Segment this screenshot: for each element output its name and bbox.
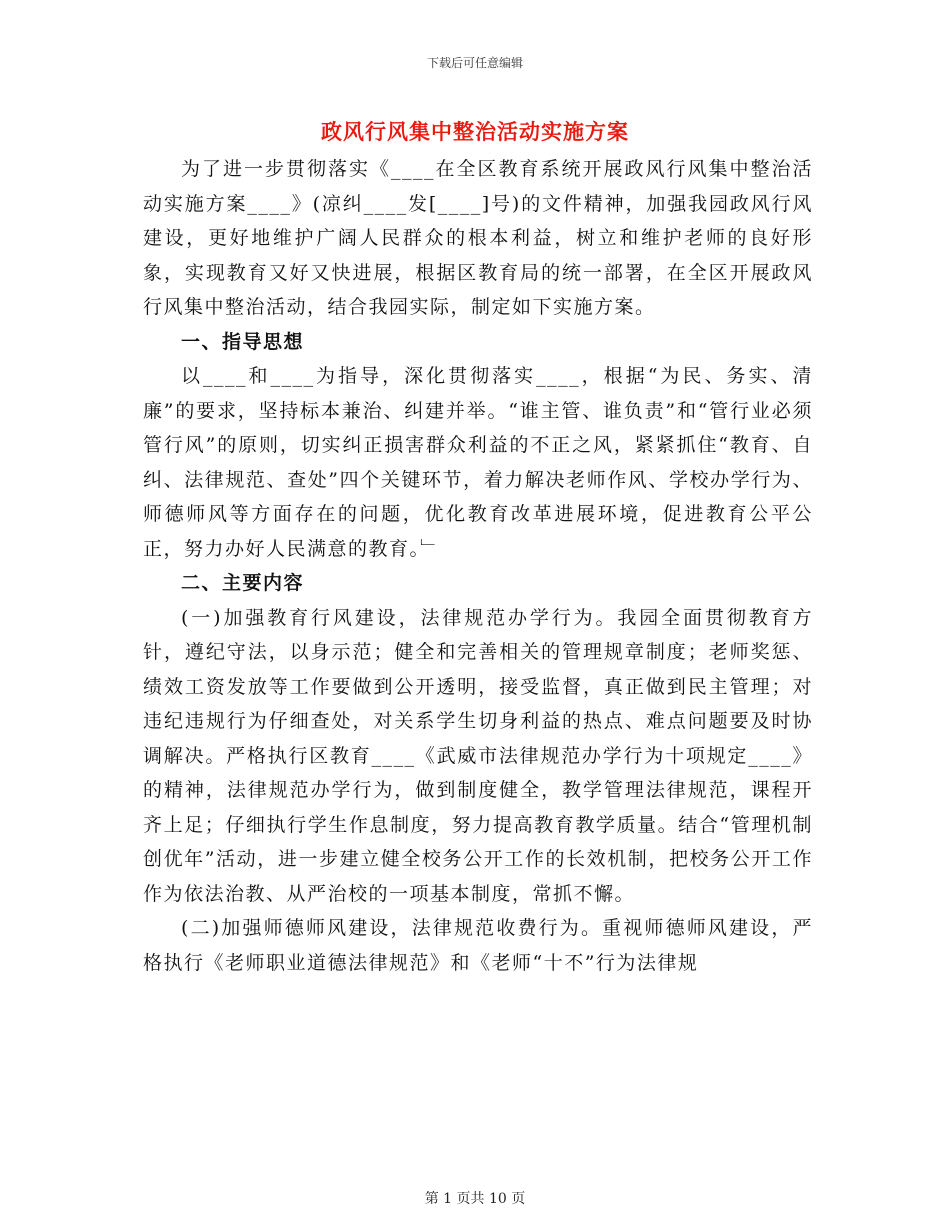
page-header-note: 下载后可任意编辑 (426, 56, 523, 70)
guiding-ideology-paragraph: 以____和____为指导，深化贯彻落实____，根据“为民、务实、清廉”的要求，坚持标本兼治、纠建并举。“谁主管、谁负责”和“管行业必须管行风”的原则，切实纠正损害群众利益的不正之风，紧紧抓住“教育、自纠、法律规范、查处”四个关键环节，着力解决老师作风、学校办学行为、师德师风等方面存在的问题，优化教育改革进展环境，促进教育公平公正，努力办好人民满意的教育。﹂ (143, 365, 813, 560)
document-body (143, 152, 813, 980)
document-title: 政风行风集中整治活动实施方案 (321, 119, 629, 144)
main-content-paragraph-1: (一)加强教育行风建设，法律规范办学行为。我园全面贯彻教育方针，遵纪守法，以身示范；健全和完善相关的管理规章制度；老师奖惩、绩效工资发放等工作要做到公开透明，接受监督，真正做到民主管理；对违纪违规行为仔细查处，对关系学生切身利益的热点、难点问题要及时协调解决。严格执行区教育____《武威市法律规范办学行为十项规定____》的精神，法律规范办学行为，做到制度健全，教学管理法律规范，课程开齐上足；仔细执行学生作息制度，努力提高教育教学质量。结合“管理机制创优年”活动，进一步建立健全校务公开工作的长效机制，把校务公开工作作为依法治教、从严治校的一项基本制度，常抓不懈。 (143, 606, 813, 905)
section-heading-main-content: 二、主要内容 (181, 572, 305, 594)
section-heading-guiding-ideology: 一、指导思想 (181, 330, 305, 353)
intro-paragraph: 为了进一步贯彻落实《____在全区教育系统开展政风行风集中整治活动实施方案____》(凉纠____发[____]号)的文件精神，加强我园政风行风建设，更好地维护广阔人民群众的根本利益，树立和维护老师的良好形象，实现教育又好又快进展，根据区教育局的统一部署，在全区开展政风行风集中整治活动，结合我园实际，制定如下实施方案。 (143, 158, 813, 318)
main-content-paragraph-2: (二)加强师德师风建设，法律规范收费行为。重视师德师风建设，严格执行《老师职业道德法律规范》和《老师“十不”行为法律规 (143, 917, 813, 974)
page-number: 第 1 页共 10 页 (424, 1191, 526, 1207)
